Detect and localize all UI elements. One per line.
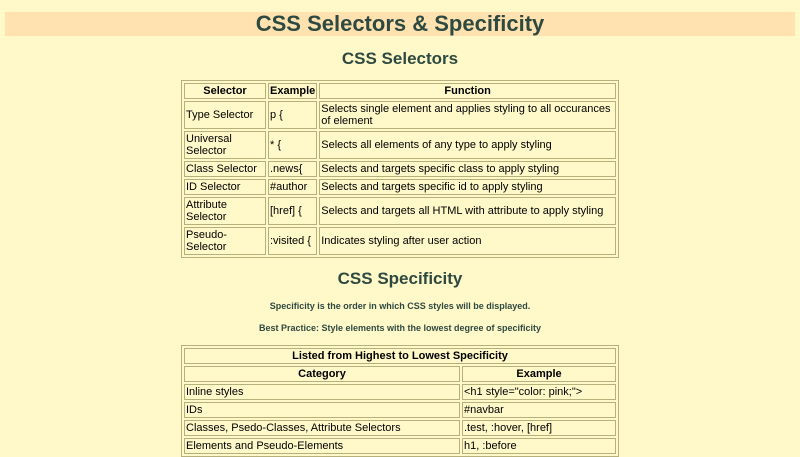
example-cell: [href] { — [268, 197, 317, 225]
function-cell: Selects single element and applies styling to all occurances of element — [319, 101, 616, 129]
column-header-selector: Selector — [184, 83, 266, 99]
example-cell: #navbar — [462, 402, 616, 418]
category-cell: Inline styles — [184, 384, 460, 400]
selectors-heading: CSS Selectors — [341, 49, 459, 68]
column-header-example: Example — [270, 85, 316, 97]
column-header-function: Function — [319, 83, 616, 99]
table-header-row — [184, 83, 616, 99]
table-header-row — [184, 366, 616, 382]
function-cell: Selects and targets specific id to apply styling — [319, 179, 616, 195]
function-cell: Selects and targets specific class to apply styling — [319, 161, 616, 177]
example-cell: h1, :before — [462, 438, 616, 454]
example-cell: * { — [268, 131, 317, 159]
selector-cell: Class Selector — [184, 161, 266, 177]
category-cell: Classes, Psedo-Classes, Attribute Selectors — [184, 420, 460, 436]
category-cell: IDs — [184, 402, 460, 418]
table-row — [184, 179, 616, 195]
specificity-description: Specificity is the order in which CSS styles will be displayed. — [269, 301, 531, 311]
table-caption-row — [184, 348, 616, 364]
function-cell: Selects and targets all HTML with attribute to apply styling — [319, 197, 616, 225]
table-row — [184, 131, 616, 159]
page-title: CSS Selectors & Specificity — [5, 12, 795, 36]
selector-cell: Universal Selector — [184, 131, 266, 159]
selectors-table — [181, 80, 619, 258]
function-cell: Indicates styling after user action — [319, 227, 616, 255]
table-row — [184, 384, 616, 400]
example-cell: <h1 style="color: pink;"> — [462, 384, 616, 400]
table-row — [184, 402, 616, 418]
specificity-heading: CSS Specificity — [337, 269, 463, 288]
table-row — [184, 420, 616, 436]
selector-cell: Pseudo-Selector — [184, 227, 266, 255]
selector-cell: Type Selector — [184, 101, 266, 129]
best-practice-note: Best Practice: Style elements with the lowest degree of specificity — [258, 323, 542, 333]
column-header-example: Example — [462, 366, 616, 382]
table-row — [184, 161, 616, 177]
table-row — [184, 227, 616, 255]
selector-cell: ID Selector — [184, 179, 266, 195]
selector-cell: Attribute Selector — [184, 197, 266, 225]
category-cell: Elements and Pseudo-Elements — [184, 438, 460, 454]
example-cell: .news{ — [268, 161, 317, 177]
column-header-category: Category — [184, 366, 460, 382]
table-caption: Listed from Highest to Lowest Specificity — [184, 348, 616, 364]
example-cell: :visited { — [268, 227, 317, 255]
example-cell: p { — [268, 101, 317, 129]
specificity-table — [181, 345, 619, 457]
table-row — [184, 438, 616, 454]
table-row — [184, 101, 616, 129]
function-cell: Selects all elements of any type to apply styling — [319, 131, 616, 159]
example-cell: #author — [268, 179, 317, 195]
example-cell: .test, :hover, [href] — [462, 420, 616, 436]
table-row — [184, 197, 616, 225]
